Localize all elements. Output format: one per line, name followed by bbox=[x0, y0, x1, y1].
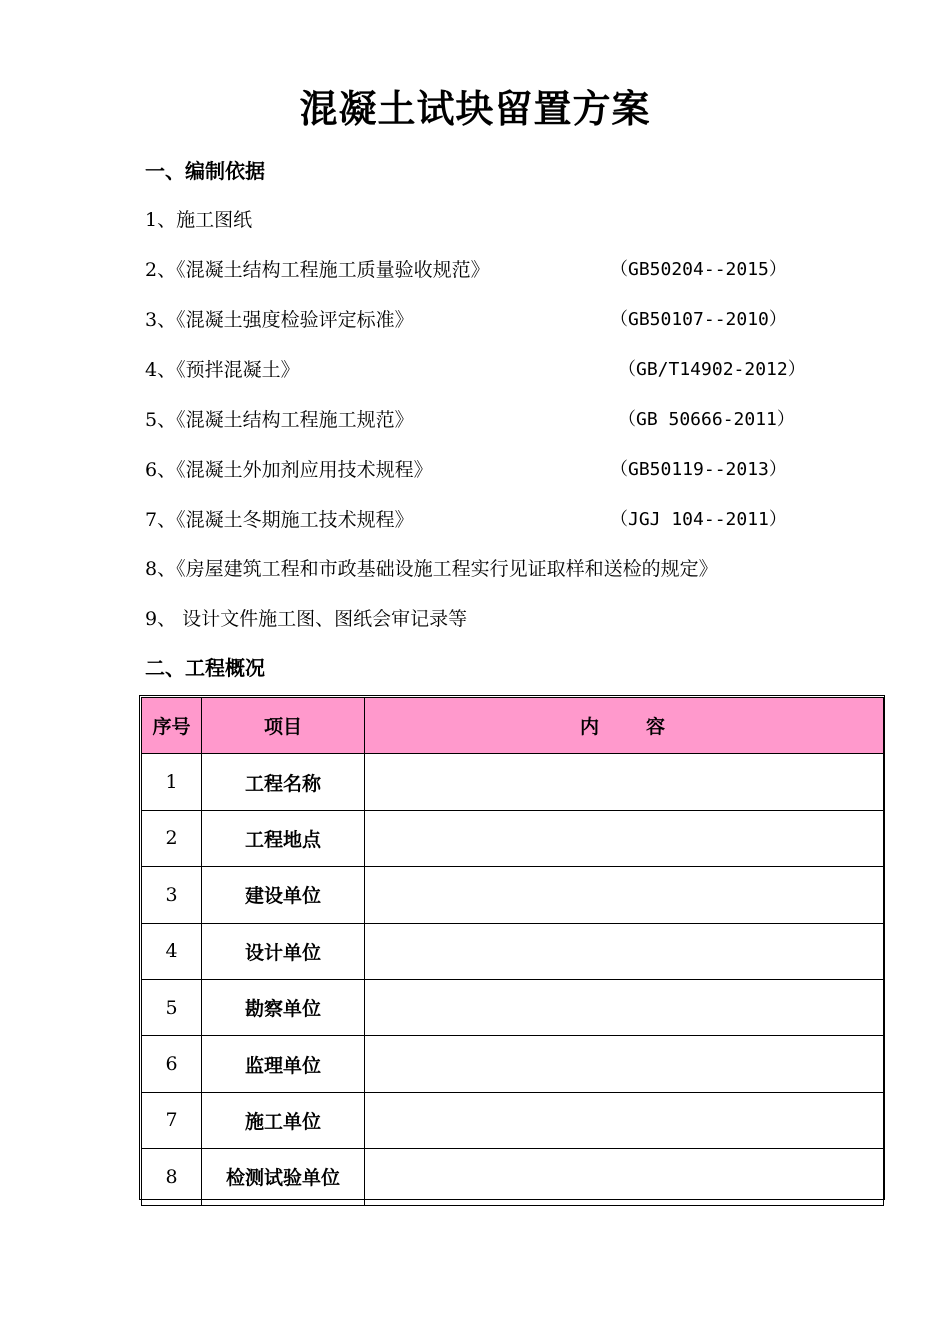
table-row bbox=[142, 1149, 884, 1205]
row-item: 建设单位 bbox=[202, 867, 365, 923]
table-row bbox=[142, 810, 884, 866]
basis-item-2: 2、《混凝土结构工程施工质量验收规范》 bbox=[145, 259, 490, 281]
row-item: 勘察单位 bbox=[202, 979, 365, 1035]
row-content bbox=[365, 754, 884, 810]
table-header-row bbox=[142, 698, 884, 754]
table-row bbox=[142, 1036, 884, 1092]
row-number: 3 bbox=[142, 867, 202, 923]
table-row bbox=[142, 1092, 884, 1148]
basis-item-6-code: （GB50119--2013） bbox=[610, 459, 787, 480]
basis-item-7: 7、《混凝土冬期施工技术规程》 bbox=[145, 509, 414, 531]
row-item: 监理单位 bbox=[202, 1036, 365, 1092]
basis-item-5: 5、《混凝土结构工程施工规范》 bbox=[145, 409, 414, 431]
row-number: 5 bbox=[142, 979, 202, 1035]
basis-item-7-code: （JGJ 104--2011） bbox=[610, 509, 787, 530]
basis-item-6: 6、《混凝土外加剂应用技术规程》 bbox=[145, 459, 433, 481]
row-item: 工程地点 bbox=[202, 810, 365, 866]
table-row bbox=[142, 923, 884, 979]
row-item: 施工单位 bbox=[202, 1092, 365, 1148]
row-number: 6 bbox=[142, 1036, 202, 1092]
table-row bbox=[142, 754, 884, 810]
basis-item-9: 9、 设计文件施工图、图纸会审记录等 bbox=[145, 608, 468, 630]
basis-item-5-code: （GB 50666-2011） bbox=[618, 409, 795, 430]
basis-item-1: 1、施工图纸 bbox=[145, 209, 253, 231]
row-content bbox=[365, 810, 884, 866]
row-number: 1 bbox=[142, 754, 202, 810]
basis-item-2-code: （GB50204--2015） bbox=[610, 259, 787, 280]
basis-item-4: 4、《预拌混凝土》 bbox=[145, 359, 300, 381]
header-item: 项目 bbox=[202, 698, 365, 754]
row-content bbox=[365, 923, 884, 979]
overview-table bbox=[141, 697, 884, 1206]
row-item: 检测试验单位 bbox=[202, 1149, 365, 1205]
table-row bbox=[142, 867, 884, 923]
row-content bbox=[365, 1149, 884, 1205]
page-title: 混凝土试块留置方案 bbox=[299, 87, 651, 131]
row-item: 设计单位 bbox=[202, 923, 365, 979]
row-number: 2 bbox=[142, 810, 202, 866]
basis-item-8: 8、《房屋建筑工程和市政基础设施工程实行见证取样和送检的规定》 bbox=[145, 558, 718, 580]
row-number: 8 bbox=[142, 1149, 202, 1205]
section-heading-basis: 一、编制依据 bbox=[145, 159, 265, 183]
table-row bbox=[142, 979, 884, 1035]
row-content bbox=[365, 979, 884, 1035]
section-heading-overview: 二、工程概况 bbox=[145, 656, 265, 680]
basis-item-4-code: （GB/T14902-2012） bbox=[618, 359, 806, 380]
row-item: 工程名称 bbox=[202, 754, 365, 810]
row-content bbox=[365, 1036, 884, 1092]
row-content bbox=[365, 1092, 884, 1148]
row-number: 7 bbox=[142, 1092, 202, 1148]
basis-item-3: 3、《混凝土强度检验评定标准》 bbox=[145, 309, 414, 331]
header-serial: 序号 bbox=[142, 698, 202, 754]
basis-item-3-code: （GB50107--2010） bbox=[610, 309, 787, 330]
row-content bbox=[365, 867, 884, 923]
header-content: 内 容 bbox=[365, 698, 884, 754]
row-number: 4 bbox=[142, 923, 202, 979]
